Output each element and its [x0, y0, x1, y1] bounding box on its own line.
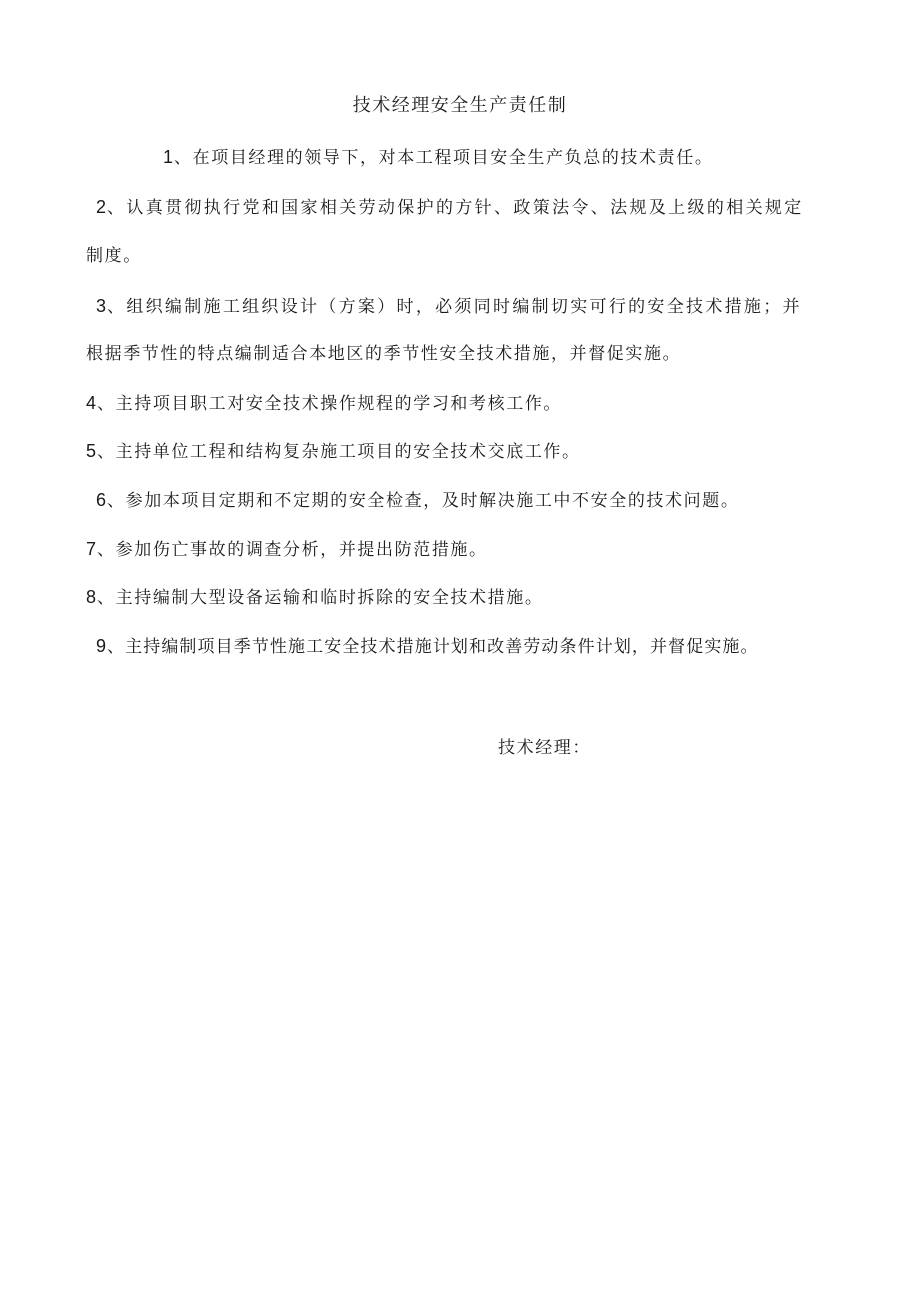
clause-3: [96, 293, 802, 320]
clause-2: [96, 194, 804, 221]
clause-2-text: 、认真贯彻执行党和国家相关劳动保护的方针、政策法令、法规及上级的相关规定: [107, 198, 804, 218]
clause-3-continuation: 根据季节性的特点编制适合本地区的季节性安全技术措施，并督促实施。: [86, 344, 682, 364]
clause-5: [86, 438, 581, 465]
clause-8: [86, 584, 543, 611]
clause-5-text: 、主持单位工程和结构复杂施工项目的安全技术交底工作。: [97, 442, 581, 462]
clause-4-number: 4: [86, 393, 97, 413]
clause-1-text: 、在项目经理的领导下，对本工程项目安全生产负总的技术责任。: [174, 148, 714, 168]
clause-2-number: 2: [96, 197, 107, 217]
clause-7-text: 、参加伤亡事故的调查分析，并提出防范措施。: [97, 540, 488, 560]
clause-3-text: 、组织编制施工组织设计（方案）时，必须同时编制切实可行的安全技术措施；并: [107, 297, 802, 317]
clause-7-number: 7: [86, 539, 97, 559]
clause-2-continuation: 制度。: [86, 246, 142, 266]
clause-4: [86, 390, 562, 417]
clause-8-text: 、主持编制大型设备运输和临时拆除的安全技术措施。: [97, 588, 544, 608]
document-title: 技术经理安全生产责任制: [352, 95, 568, 116]
clause-9: [96, 633, 759, 660]
clause-1: [163, 144, 713, 171]
clause-3-number: 3: [96, 296, 107, 316]
clause-4-text: 、主持项目职工对安全技术操作规程的学习和考核工作。: [97, 394, 563, 414]
clause-5-number: 5: [86, 441, 97, 461]
clause-7: [86, 536, 488, 563]
clause-9-number: 9: [96, 636, 107, 656]
signature-label: 技术经理：: [498, 738, 591, 758]
clause-6: [96, 487, 739, 514]
clause-6-number: 6: [96, 490, 107, 510]
clause-9-text: 、主持编制项目季节性施工安全技术措施计划和改善劳动条件计划，并督促实施。: [107, 637, 759, 657]
clause-8-number: 8: [86, 587, 97, 607]
clause-1-number: 1: [163, 147, 174, 167]
clause-6-text: 、参加本项目定期和不定期的安全检查，及时解决施工中不安全的技术问题。: [107, 491, 740, 511]
